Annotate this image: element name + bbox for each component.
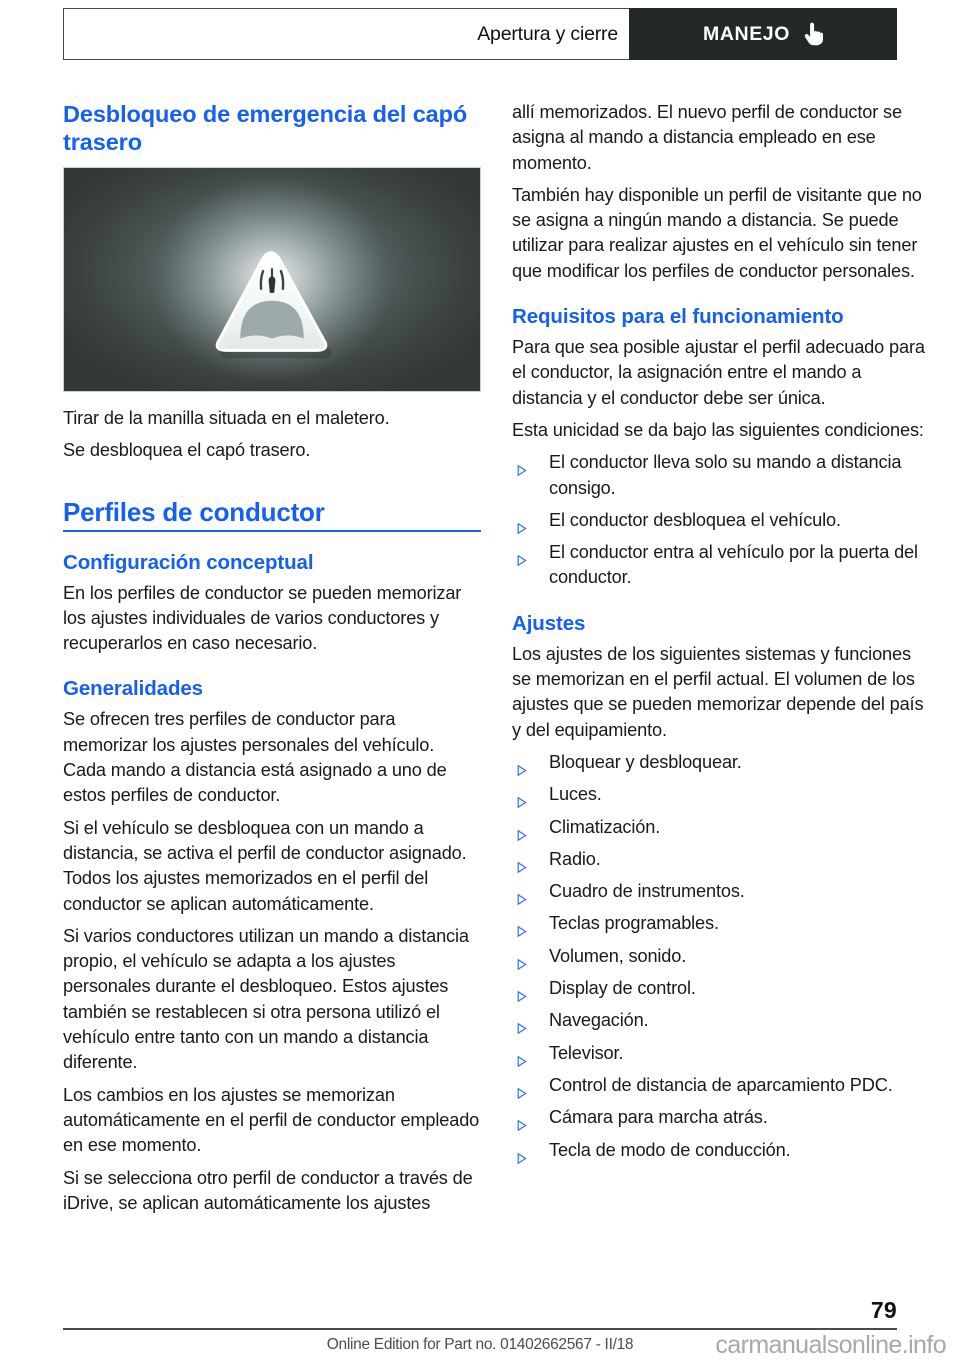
triangle-bullet-icon [517,984,527,995]
list-item [512,1073,930,1098]
list-item-label: Display de control. [549,978,696,999]
list-item-label: Climatización. [549,816,661,837]
list-item [512,1008,930,1033]
paragraph: También hay disponible un perfil de visitante que no se asigna a ningún mando a distancia. Se puede utilizar para realizar ajustes en el vehículo sin tener que modificar los perfiles de conductor personales. [512,184,922,281]
triangle-bullet-icon [517,887,527,898]
page-header [63,8,897,60]
paragraph: Los ajustes de los siguientes sistemas y funciones se memorizan en el perfil actual. El volumen de los ajustes que se pueden memorizar depende del país y del equipamiento. [512,643,924,740]
list-item [512,1041,930,1066]
right-column [512,100,930,1170]
chapter-tab [629,8,897,60]
list-item-label: Radio. [549,848,601,869]
section-heading-rule [63,497,481,532]
list-item [512,976,930,1001]
breadcrumb-label: Apertura y cierre [477,22,618,45]
list-item [512,540,930,591]
triangle-bullet-icon [517,855,527,866]
list-item [512,944,930,969]
paragraph: En los perfiles de conductor se pueden memorizar los ajustes individuales de varios conductores y recuperarlos en caso necesario. [63,582,462,654]
list-item-label: El conductor lleva solo su mando a distancia consigo. [549,452,902,498]
list-item [512,782,930,807]
list-item [512,1105,930,1130]
list-item-label: Bloquear y desbloquear. [549,751,742,772]
paragraph-continued: allí memorizados. El nuevo perfil de conductor se asigna al mando a distancia empleado en ese momento. [512,102,902,173]
spacer [512,598,930,611]
spacer [63,663,481,676]
list-item-label: Control de distancia de aparcamiento PDC. [549,1074,893,1095]
list-item [512,815,930,840]
triangle-bullet-icon [517,1049,527,1060]
triangle-bullet-icon [517,758,527,769]
triangle-bullet-icon [517,790,527,801]
triangle-bullet-icon [517,548,527,559]
list-item [512,1138,930,1163]
triangle-bullet-icon [517,516,527,527]
spacer [512,291,930,304]
left-column [63,100,481,1223]
paragraph: Para que sea posible ajustar el perfil adecuado para el conductor, la asignación entre el mando a distancia y el conductor debe ser única. [512,337,925,408]
paragraph: Si el vehículo se desbloquea con un mando a distancia, se activa el perfil de conductor asignado. Todos los ajustes memorizados en el perfil del conductor se aplican automáticamente. [63,817,467,914]
chapter-tab-label: MANEJO [702,22,791,45]
list-item-label: Cámara para marcha atrás. [549,1107,768,1128]
subsection-heading-generalidades: Generalidades [63,677,203,701]
paragraph: Los cambios en los ajustes se memorizan automáticamente en el perfil de conductor empleado en ese momento. [63,1084,480,1156]
paragraph: Esta unicidad se da bajo las siguientes condiciones: [512,419,924,440]
triangle-bullet-icon [517,1113,527,1124]
list-item-label: Teclas programables. [549,913,719,934]
rear-hood-emergency-release-illustration [63,167,481,392]
triangle-bullet-icon [517,458,527,469]
requisitos-bullet-list [512,450,930,590]
list-item-label: Navegación. [549,1010,649,1031]
pointing-hand-icon [804,22,823,46]
list-item [512,750,930,775]
paragraph-continues-right: Si se selecciona otro perfil de conductor a través de iDrive, se aplican automáticamente los ajustes [63,1167,473,1213]
list-item [512,508,930,533]
site-watermark: carmanualsonline.info [715,1331,946,1359]
edition-note: Online Edition for Part no. 01402662567 - II/18 [326,1336,634,1353]
list-item-label: Luces. [549,784,602,805]
triangle-bullet-icon [517,1146,527,1157]
list-item [512,911,930,936]
figure-step-1: Tirar de la manilla situada en el maletero. [63,408,390,428]
breadcrumb [63,8,629,60]
list-item-label: Televisor. [549,1042,624,1063]
triangle-bullet-icon [517,823,527,834]
subsection-heading-configuracion: Configuración conceptual [63,550,314,574]
page-title: Desbloqueo de emergencia del capó trasero [63,101,468,155]
list-item-label: El conductor entra al vehículo por la puerta del conductor. [549,542,918,588]
list-item [512,879,930,904]
list-item-label: Volumen, sonido. [549,945,687,966]
triangle-bullet-icon [517,919,527,930]
section-heading-perfiles: Perfiles de conductor [63,496,325,527]
list-item-label: Cuadro de instrumentos. [549,881,745,902]
paragraph: Se ofrecen tres perfiles de conductor para memorizar los ajustes personales del vehículo. Cada mando a distancia está asignado a uno de estos perfiles de conductor. [63,709,447,806]
spacer [63,471,481,497]
page-number: 79 [870,1297,897,1323]
list-item [512,450,930,501]
ajustes-bullet-list [512,750,930,1163]
triangle-bullet-icon [517,1016,527,1027]
list-item [512,847,930,872]
paragraph: Si varios conductores utilizan un mando a distancia propio, el vehículo se adapta a los ajustes personales durante el desbloqueo. Estos ajustes también se restablecen si otra persona utilizó el vehículo entre tanto con un mando a distancia diferente. [63,925,469,1073]
subsection-heading-ajustes: Ajustes [512,611,586,635]
list-item-label: Tecla de modo de conducción. [549,1139,791,1160]
figure-step-2: Se desbloquea el capó trasero. [63,440,311,461]
triangle-bullet-icon [517,952,527,963]
list-item-label: El conductor desbloquea el vehículo. [549,509,841,530]
subsection-heading-requisitos: Requisitos para el funcionamiento [512,305,844,329]
footer-divider [63,1328,897,1330]
triangle-bullet-icon [517,1081,527,1092]
